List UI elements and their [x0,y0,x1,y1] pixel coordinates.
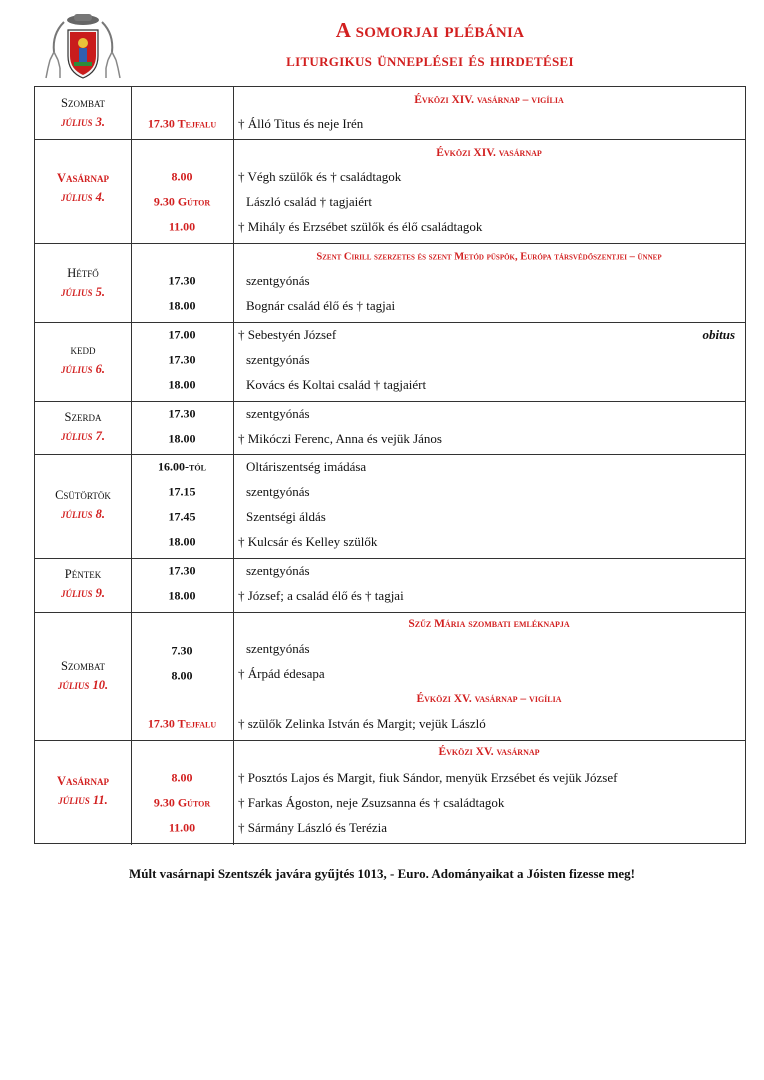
intention-text: szentgyónás [246,563,310,578]
feast-title: Évközi XV. vasárnap – vigília [416,693,562,705]
mass-time: 17.30 [168,406,196,421]
feast-title: Évközi XIV. vasárnap – vigília [414,94,564,106]
mass-time: 7.30 [171,643,193,658]
day-cell [35,565,131,603]
day-name: Szombat [61,96,105,110]
page-title: A somorjai plébánia [335,18,525,42]
intention-text: † Árpád édesapa [238,666,325,681]
day-cell [35,264,131,302]
day-name: Hétfő [67,266,99,280]
intention-text: † Farkas Ágoston, neje Zsuzsanna és † családtagok [238,795,505,810]
day-date: július 4. [60,190,105,204]
intention-text: Oltáriszentség imádása [246,459,367,474]
intention-text: Kovács és Koltai család † tagjaiért [246,377,427,392]
mass-time: 11.00 [168,219,196,234]
day-block [35,323,745,402]
day-date: július 11. [58,793,108,807]
day-block [35,87,745,140]
day-name: Szerda [64,410,102,424]
day-cell [35,772,131,810]
feast-title: Évközi XV. vasárnap [438,746,540,758]
mass-time: 9.30 Gútor [153,795,211,810]
intention-text: † Sebestyén József [238,327,337,342]
mass-time: 18.00 [168,431,196,446]
day-cell [35,486,131,524]
day-date: július 9. [60,586,105,600]
day-cell [35,94,131,132]
mass-time: 17.30 Tejfalu [147,116,217,131]
intention-text: † Posztós Lajos és Margit, fiuk Sándor, menyük Erzsébet és vejük József [238,770,618,785]
mass-time: 18.00 [168,377,196,392]
intention-text: szentgyónás [246,484,310,499]
day-date: július 5. [60,285,105,299]
mass-time: 8.00 [171,770,193,785]
intention-text: Bognár család élő és † tagjai [246,298,396,313]
intention-text: † Végh szülők és † családtagok [238,169,402,184]
mass-time: 18.00 [168,298,196,313]
mass-time: 17.30 Tejfalu [147,716,217,731]
day-cell [35,341,131,379]
mass-time: 16.00-tól [158,459,206,474]
intention-text: szentgyónás [246,406,310,421]
intention-text: † Álló Titus és neje Irén [238,116,364,131]
day-name: kedd [70,343,96,357]
day-block [35,741,745,845]
intention-text: szentgyónás [246,641,310,656]
day-block [35,402,745,455]
day-name: Vasárnap [56,774,110,788]
day-date: július 6. [60,362,105,376]
feast-title: Szűz Mária szombati emléknapja [408,618,570,630]
mass-time: 17.30 [168,273,196,288]
mass-time: 17.45 [168,509,196,524]
intention-text: † Kulcsár és Kelley szülők [238,534,378,549]
intention-text: szentgyónás [246,352,310,367]
mass-time: 18.00 [168,534,196,549]
mass-time: 8.00 [171,668,193,683]
parish-crest-logo [44,12,122,84]
intention-text: † József; a család élő és † tagjai [238,588,404,603]
obitus-note: obitus [702,327,735,342]
day-date: július 8. [60,507,105,521]
day-date: július 7. [60,429,105,443]
intention-text: † Mikóczi Ferenc, Anna és vejük János [238,431,442,446]
collection-announcement: Múlt vasárnapi Szentszék javára gyűjtés 1013, - Euro. Adományaikat a Jóisten fizesse meg! [128,866,635,881]
day-cell [35,169,131,207]
day-name: Péntek [64,567,102,581]
day-block [35,455,745,559]
day-block [35,559,745,613]
day-block [35,140,745,244]
mass-time: 18.00 [168,588,196,603]
day-name: Szombat [61,659,105,673]
day-block [35,244,745,323]
mass-time: 17.30 [168,563,196,578]
day-cell [35,657,131,695]
intention-text: Szentségi áldás [246,509,326,524]
day-date: július 10. [57,678,109,692]
mass-time: 17.15 [168,484,196,499]
day-block [35,613,745,741]
mass-time: 11.00 [168,820,196,835]
mass-time: 8.00 [171,169,193,184]
intention-text: László család † tagjaiért [246,194,372,209]
day-date: július 3. [60,115,105,129]
intention-text: † szülők Zelinka István és Margit; vejük László [238,716,486,731]
schedule-table [34,86,746,844]
feast-title: Évközi XIV. vasárnap [436,147,542,159]
day-name: Vasárnap [56,171,110,185]
mass-time: 17.30 [168,352,196,367]
mass-time: 9.30 Gútor [153,194,211,209]
day-cell [35,408,131,446]
feast-title: Szent Cirill szerzetes és szent Metód püspök, Európa társvédőszentjei – ünnep [316,251,662,263]
intention-text: † Mihály és Erzsébet szülők és élő családtagok [238,219,483,234]
intention-text: † Sármány László és Terézia [238,820,388,835]
intention-text: szentgyónás [246,273,310,288]
mass-time: 17.00 [168,327,196,342]
day-name: Csütörtök [55,488,111,502]
page-subtitle: liturgikus ünneplései és hirdetései [286,50,574,71]
